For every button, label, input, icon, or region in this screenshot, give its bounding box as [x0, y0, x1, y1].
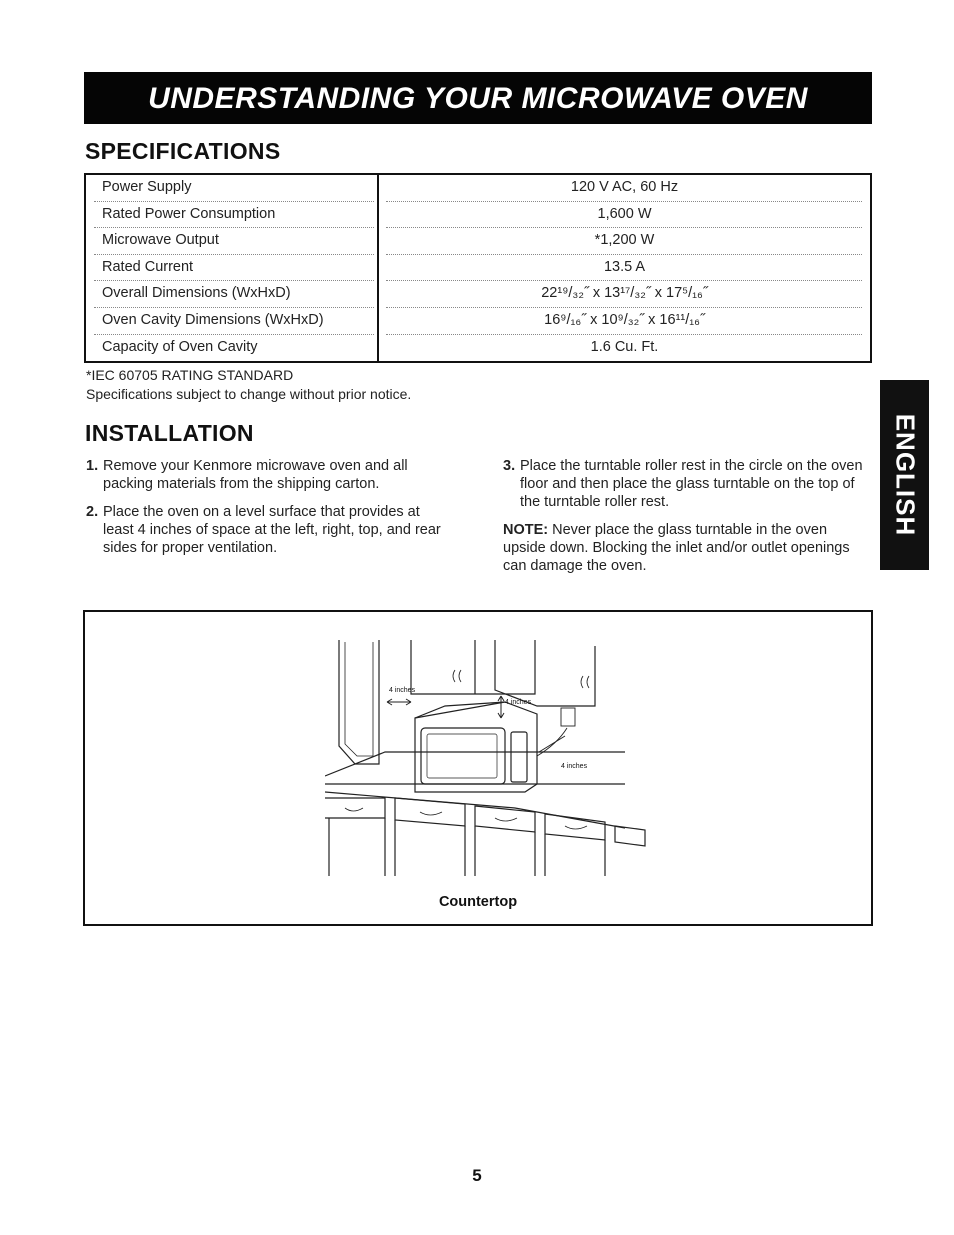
specifications-table — [84, 173, 872, 363]
step-text: Place the oven on a level surface that provides at least 4 inches of space at the left, right, top, and rear sides for proper ventilation. — [103, 504, 441, 556]
table-row — [86, 335, 870, 362]
step-text: Place the turntable roller rest in the circle on the oven floor and then place the glass turntable on the top of the turntable roller rest. — [520, 458, 863, 510]
installation-right-column — [503, 457, 871, 575]
table-row — [86, 228, 870, 255]
installation-figure — [83, 610, 873, 926]
page-banner: UNDERSTANDING YOUR MICROWAVE OVEN — [84, 72, 872, 124]
spec-value: 1,600 W — [597, 205, 652, 222]
spec-value: 16⁹/₁₆˝ x 10⁹/₃₂˝ x 16¹¹/₁₆˝ — [544, 312, 705, 328]
list-item — [503, 457, 871, 511]
page-number: 5 — [472, 1166, 482, 1185]
spec-value: 120 V AC, 60 Hz — [570, 179, 679, 195]
note-label: NOTE: — [503, 522, 549, 538]
table-row — [86, 281, 870, 308]
spec-label: Oven Cavity Dimensions (WxHxD) — [102, 312, 324, 328]
language-tab-label: ENGLISH — [890, 413, 920, 537]
table-row — [86, 175, 870, 202]
dimension-label-right: 4 inches — [561, 763, 588, 770]
spec-label: Rated Current — [102, 258, 194, 275]
installation-note — [503, 521, 871, 575]
spec-label: Microwave Output — [102, 232, 219, 249]
table-row — [86, 255, 870, 282]
dimension-label-left: 4 inches — [389, 687, 416, 694]
installation-heading: INSTALLATION — [85, 420, 254, 446]
spec-label: Rated Power Consumption — [102, 205, 276, 222]
list-item — [86, 503, 446, 557]
table-row — [86, 202, 870, 229]
step-number: 2. — [86, 504, 99, 520]
list-item — [86, 457, 446, 493]
spec-value: 22¹⁹/₃₂˝ x 13¹⁷/₃₂˝ x 17⁵/₁₆˝ — [541, 285, 708, 302]
spec-notice: Specifications subject to change without prior notice. — [86, 386, 412, 402]
kitchen-illustration — [325, 636, 725, 876]
note-text: Never place the glass turntable in the oven upside down. Blocking the inlet and/or outlet openings can damage the oven. — [503, 522, 850, 574]
spec-label: Power Supply — [102, 179, 192, 195]
dimension-label-top: 4 inches — [505, 699, 532, 706]
spec-value: 1.6 Cu. Ft. — [590, 338, 659, 355]
figure-caption: Countertop — [438, 894, 518, 910]
spec-value: *1,200 W — [594, 232, 655, 249]
spec-value: 13.5 A — [603, 258, 646, 275]
language-tab — [880, 380, 929, 570]
spec-label: Overall Dimensions (WxHxD) — [102, 285, 291, 302]
table-row — [86, 308, 870, 335]
rating-footnote: *IEC 60705 RATING STANDARD — [86, 367, 294, 383]
step-text: Remove your Kenmore microwave oven and all packing materials from the shipping carton. — [103, 458, 408, 492]
installation-left-column — [86, 457, 446, 567]
step-number: 1. — [86, 458, 99, 474]
specifications-heading: SPECIFICATIONS — [85, 138, 281, 164]
step-number: 3. — [503, 458, 516, 474]
spec-label: Capacity of Oven Cavity — [102, 338, 258, 355]
